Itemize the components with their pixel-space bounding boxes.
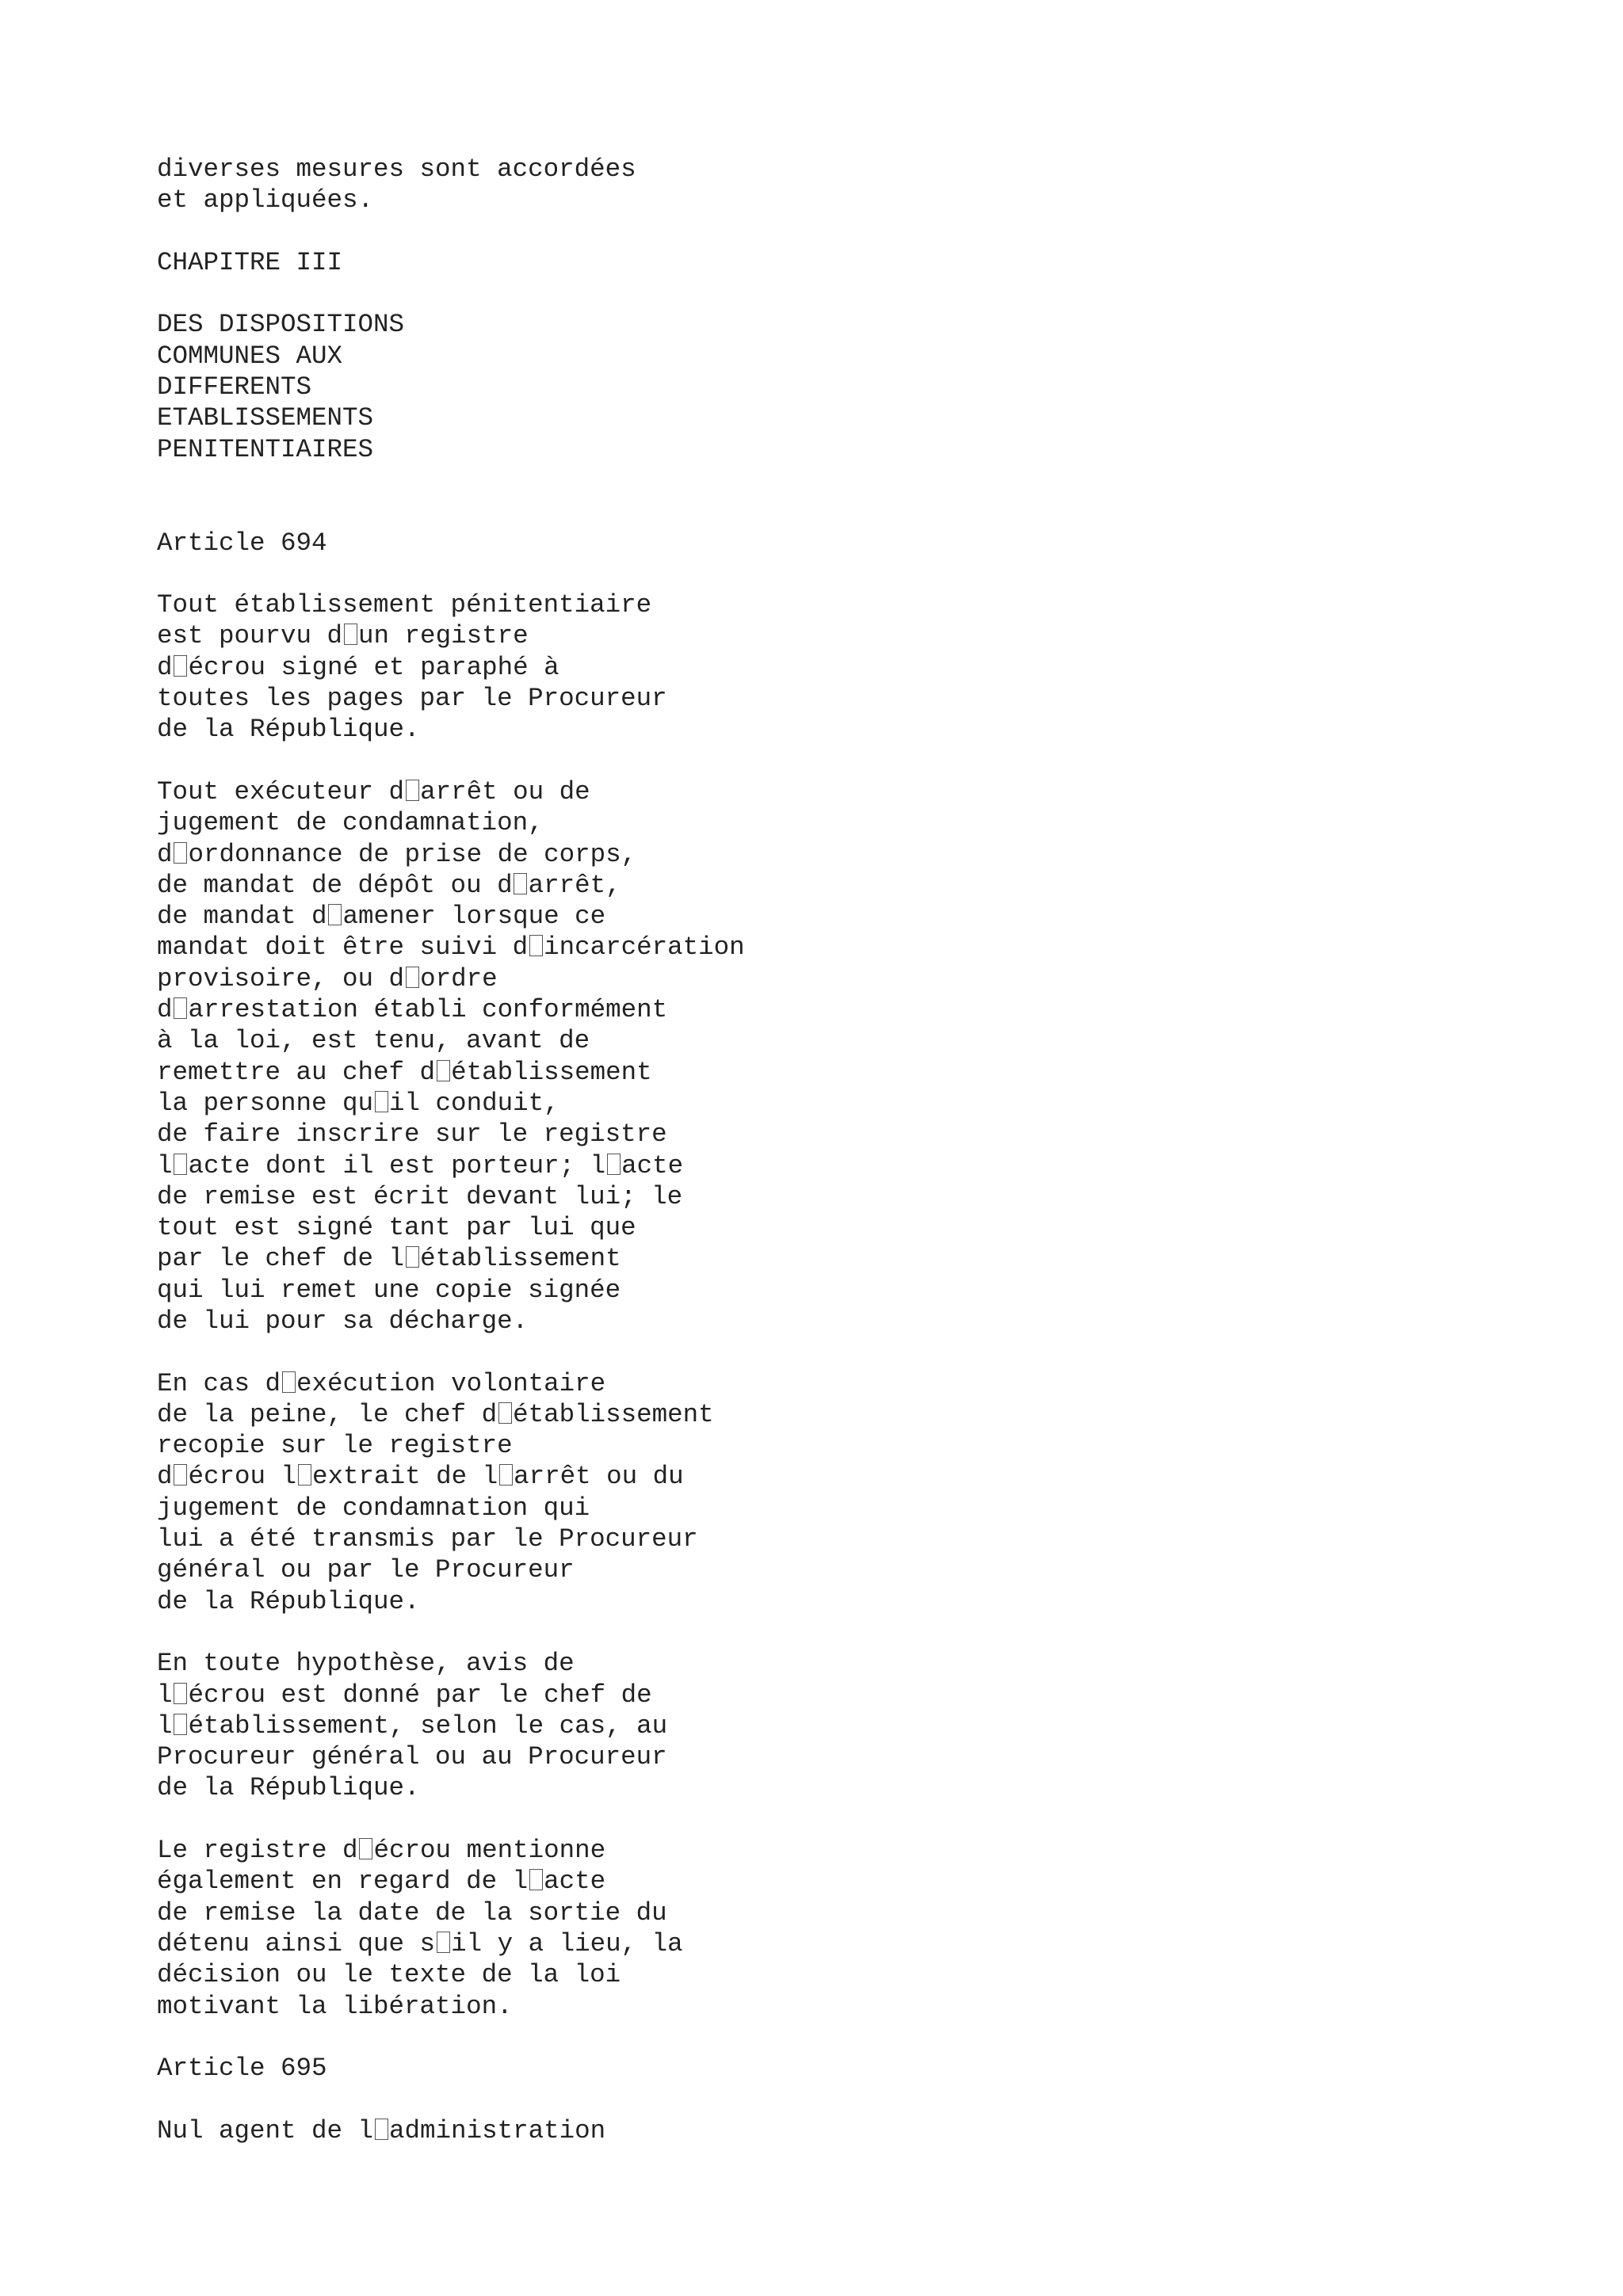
text-line: d écrou l extrait de l arrêt ou du — [157, 1462, 684, 1492]
missing-glyph-icon — [282, 1371, 296, 1393]
text-line: Tout exécuteur d arrêt ou de — [157, 776, 590, 807]
missing-glyph-icon — [359, 1838, 372, 1859]
paragraph — [157, 1368, 1544, 1617]
missing-glyph-icon — [174, 997, 187, 1019]
text-line: l établissement, selon le cas, au — [157, 1711, 668, 1741]
text-line: de faire inscrire sur le registre — [157, 1119, 667, 1150]
text-line: COMMUNES AUX — [157, 341, 343, 371]
text-line: décision ou le texte de la loi — [157, 1960, 621, 1990]
text-line: l acte dont il est porteur; l acte — [157, 1150, 684, 1180]
text-line: d écrou signé et paraphé à — [157, 652, 559, 682]
missing-glyph-icon — [498, 1402, 512, 1424]
article-heading — [157, 528, 1544, 559]
missing-glyph-icon — [529, 1869, 543, 1890]
paragraph — [157, 1648, 1544, 1803]
text-line: Article 695 — [157, 2054, 327, 2084]
text-line: recopie sur le registre — [157, 1431, 513, 1461]
missing-glyph-icon — [298, 1464, 311, 1486]
paragraph — [157, 1835, 1544, 2022]
paragraph — [157, 154, 1544, 216]
text-line: jugement de condamnation, — [157, 808, 544, 838]
article-heading — [157, 2053, 1544, 2084]
text-line: PENITENTIAIRES — [157, 434, 374, 464]
missing-glyph-icon — [174, 1464, 187, 1486]
text-line: ETABLISSEMENTS — [157, 403, 374, 433]
text-line: général ou par le Procureur — [157, 1555, 575, 1585]
text-line: En cas d exécution volontaire — [157, 1368, 606, 1398]
text-line: diverses mesures sont accordées — [157, 154, 636, 184]
text-line: remettre au chef d établissement — [157, 1057, 652, 1087]
missing-glyph-icon — [344, 624, 357, 645]
text-line: mandat doit être suivi d incarcération — [157, 933, 745, 963]
text-line: de mandat d amener lorsque ce — [157, 902, 606, 932]
missing-glyph-icon — [174, 655, 187, 677]
missing-glyph-icon — [499, 1464, 513, 1486]
paragraph — [157, 776, 1544, 1337]
text-line: Nul agent de l administration — [157, 2115, 606, 2145]
text-line: Article 694 — [157, 528, 327, 558]
text-line: de la République. — [157, 1773, 420, 1803]
missing-glyph-icon — [174, 1683, 187, 1704]
paragraph — [157, 589, 1544, 745]
text-line: Tout établissement pénitentiaire — [157, 590, 652, 620]
missing-glyph-icon — [437, 1932, 450, 1953]
text-line: d ordonnance de prise de corps, — [157, 839, 637, 869]
text-line: la personne qu il conduit, — [157, 1088, 559, 1118]
document-text — [157, 154, 1544, 2177]
text-line: DIFFERENTS — [157, 372, 312, 402]
missing-glyph-icon — [437, 1060, 450, 1081]
text-line: jugement de condamnation qui — [157, 1493, 590, 1523]
text-line: toutes les pages par le Procureur — [157, 684, 667, 714]
missing-glyph-icon — [514, 873, 527, 894]
text-line: CHAPITRE III — [157, 247, 343, 277]
missing-glyph-icon — [529, 935, 543, 956]
missing-glyph-icon — [406, 1246, 419, 1268]
missing-glyph-icon — [174, 1154, 187, 1175]
chapter-heading — [157, 247, 1544, 278]
text-line: de remise la date de la sortie du — [157, 1897, 667, 1928]
text-line: de mandat de dépôt ou d arrêt, — [157, 870, 621, 900]
text-line: d arrestation établi conformément — [157, 995, 668, 1025]
text-line: également en regard de l acte — [157, 1867, 606, 1897]
missing-glyph-icon — [607, 1154, 621, 1175]
missing-glyph-icon — [375, 1091, 388, 1112]
text-line: provisoire, ou d ordre — [157, 963, 498, 994]
text-line: DES DISPOSITIONS — [157, 310, 405, 340]
missing-glyph-icon — [174, 1714, 187, 1735]
text-line: à la loi, est tenu, avant de — [157, 1026, 590, 1056]
text-line: lui a été transmis par le Procureur — [157, 1524, 698, 1554]
missing-glyph-icon — [406, 780, 419, 801]
text-line: tout est signé tant par lui que — [157, 1213, 636, 1243]
text-line: par le chef de l établissement — [157, 1244, 621, 1274]
text-line: de lui pour sa décharge. — [157, 1306, 529, 1336]
chapter-heading — [157, 309, 1544, 464]
missing-glyph-icon — [375, 2119, 388, 2140]
paragraph — [157, 2115, 1544, 2146]
missing-glyph-icon — [174, 842, 187, 864]
text-line: de la République. — [157, 715, 420, 745]
text-line: et appliquées. — [157, 185, 374, 215]
text-line: l écrou est donné par le chef de — [157, 1680, 652, 1710]
text-line: Le registre d écrou mentionne — [157, 1836, 606, 1866]
missing-glyph-icon — [328, 904, 342, 925]
text-line: de la République. — [157, 1586, 420, 1616]
text-line: motivant la libération. — [157, 1991, 513, 2021]
text-line: détenu ainsi que s il y a lieu, la — [157, 1928, 683, 1958]
text-line: qui lui remet une copie signée — [157, 1275, 621, 1305]
text-line: de remise est écrit devant lui; le — [157, 1181, 683, 1211]
text-line: de la peine, le chef d établissement — [157, 1399, 714, 1429]
text-line: En toute hypothèse, avis de — [157, 1649, 575, 1679]
text-line: est pourvu d un registre — [157, 621, 529, 651]
text-line: Procureur général ou au Procureur — [157, 1742, 667, 1772]
missing-glyph-icon — [406, 967, 419, 988]
